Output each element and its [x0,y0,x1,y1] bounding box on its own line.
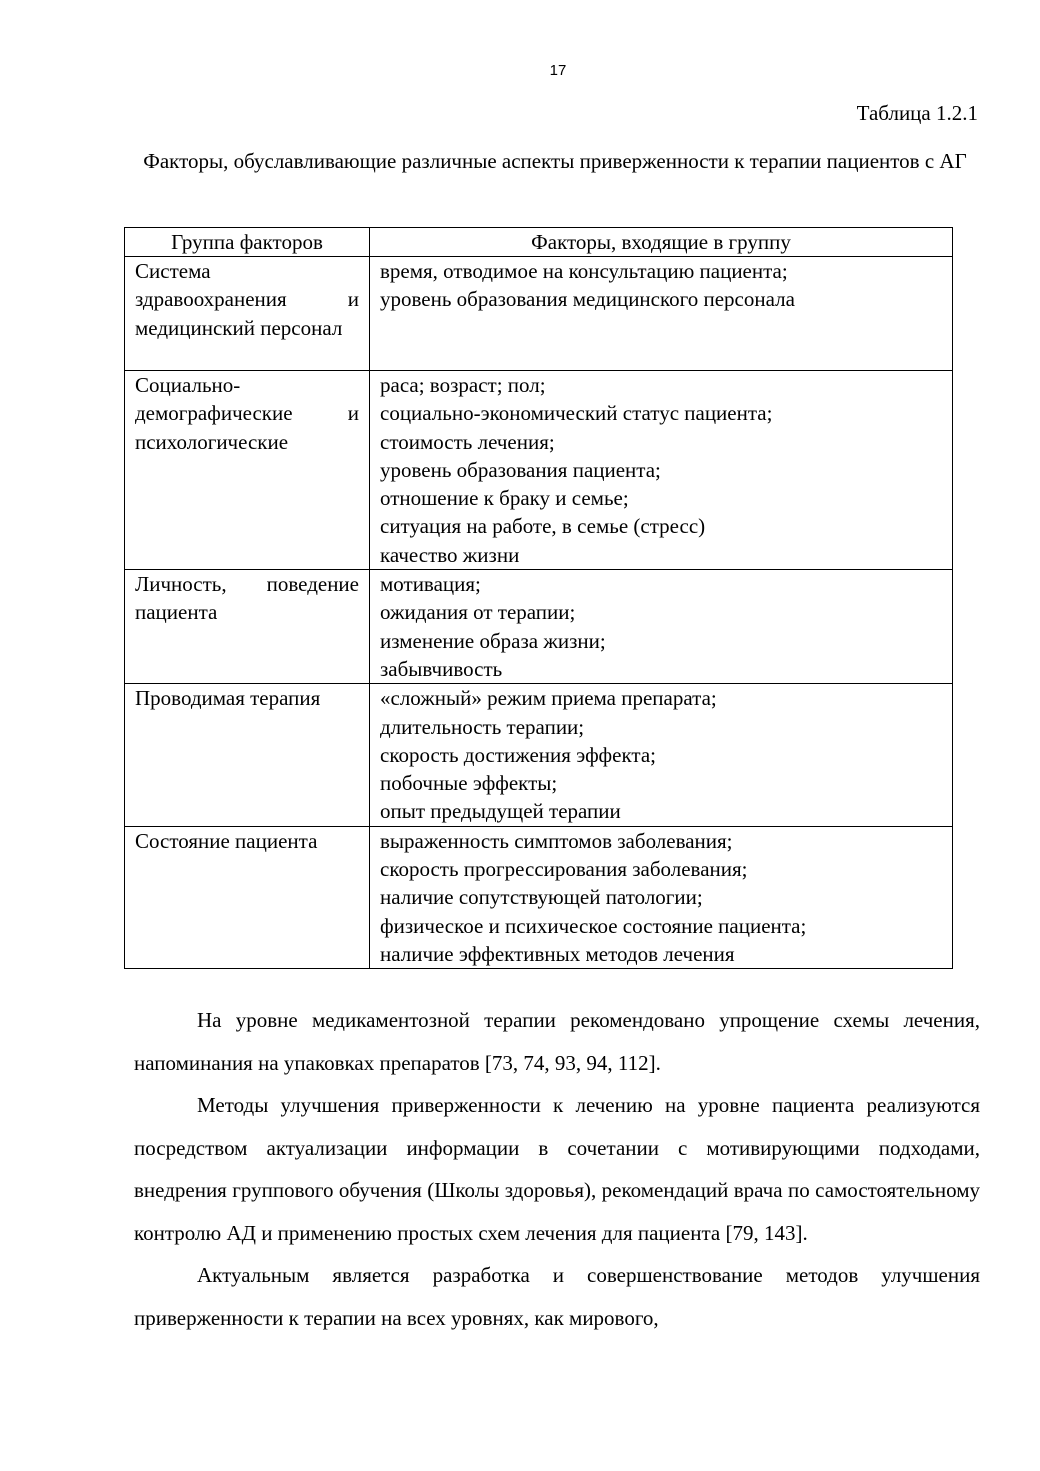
table-row [125,371,953,570]
factor-item: стоимость лечения; [380,429,555,454]
factor-item: побочные эффекты; [380,771,558,796]
factors-cell [370,826,953,968]
factor-item: опыт предыдущей терапии [380,799,621,824]
factors-cell [370,371,953,570]
table-row [125,684,953,826]
factor-item: скорость достижения эффекта; [380,742,657,767]
factor-item: наличие эффективных методов лечения [380,941,735,966]
table-row [125,257,953,371]
factor-item: изменение образа жизни; [380,628,606,653]
factor-item: выраженность симптомов заболевания; [380,828,733,853]
group-cell: Состояние пациента [125,826,370,968]
factor-item: длительность терапии; [380,714,585,739]
paragraph: Методы улучшения приверженности к лечению на уровне пациента реализуются посредством актуализации информации в сочетании с мотивирующими подходами, внедрения группового обучения (Школы здоровья), рекомендаций врача по самостоятельному контролю АД и применению простых схем лечения для пациента [79, 143]. [134,1093,980,1245]
paragraph: На уровне медикаментозной терапии рекомендовано упрощение схемы лечения, напоминания на упаковках препаратов [73, 74, 93, 94, 112]. [134,1008,980,1075]
factor-item: раса; возраст; пол; [380,373,546,397]
factor-item: наличие сопутствующей патологии; [380,885,703,910]
factor-item: физическое и психическое состояние пациента; [380,913,807,938]
factors-cell [370,684,953,826]
factor-item: скорость прогрессирования заболевания; [380,857,748,882]
page-number: 17 [549,62,567,79]
factor-item: социально-экономический статус пациента; [380,401,773,426]
paragraph: Актуальным является разработка и совершенствование методов улучшения приверженности к терапии на всех уровнях, как мирового, [134,1263,980,1330]
factor-item: ситуация на работе, в семье (стресс) [380,514,706,539]
factor-item: уровень образования медицинского персонала [380,287,795,312]
factor-item: отношение к браку и семье; [380,486,629,511]
group-cell: Система здравоохранения и медицинский персонал [125,257,370,371]
table-row [125,570,953,684]
factor-item: «сложный» режим приема препарата; [380,686,717,711]
table-row [125,826,953,968]
column-header-factors: Факторы, входящие в группу [370,228,953,257]
body-text [134,999,980,1339]
factors-cell [370,570,953,684]
factor-item: забывчивость [380,656,503,681]
column-header-group: Группа факторов [125,228,370,257]
factor-item: мотивация; [380,572,481,597]
group-cell: Социально-демографические и психологические [125,371,370,570]
factor-item: уровень образования пациента; [380,457,661,482]
table-header-row [125,228,953,257]
factor-item: ожидания от терапии; [380,600,576,625]
factor-item: качество жизни [380,542,520,567]
group-cell: Личность, поведение пациента [125,570,370,684]
factor-item: время, отводимое на консультацию пациента; [380,259,788,283]
table-title: Факторы, обуславливающие различные аспекты приверженности к терапии пациентов с АГ [143,149,967,173]
factors-cell [370,257,953,371]
table-label: Таблица 1.2.1 [856,101,978,125]
group-cell: Проводимая терапия [125,684,370,826]
factors-table [124,227,953,969]
